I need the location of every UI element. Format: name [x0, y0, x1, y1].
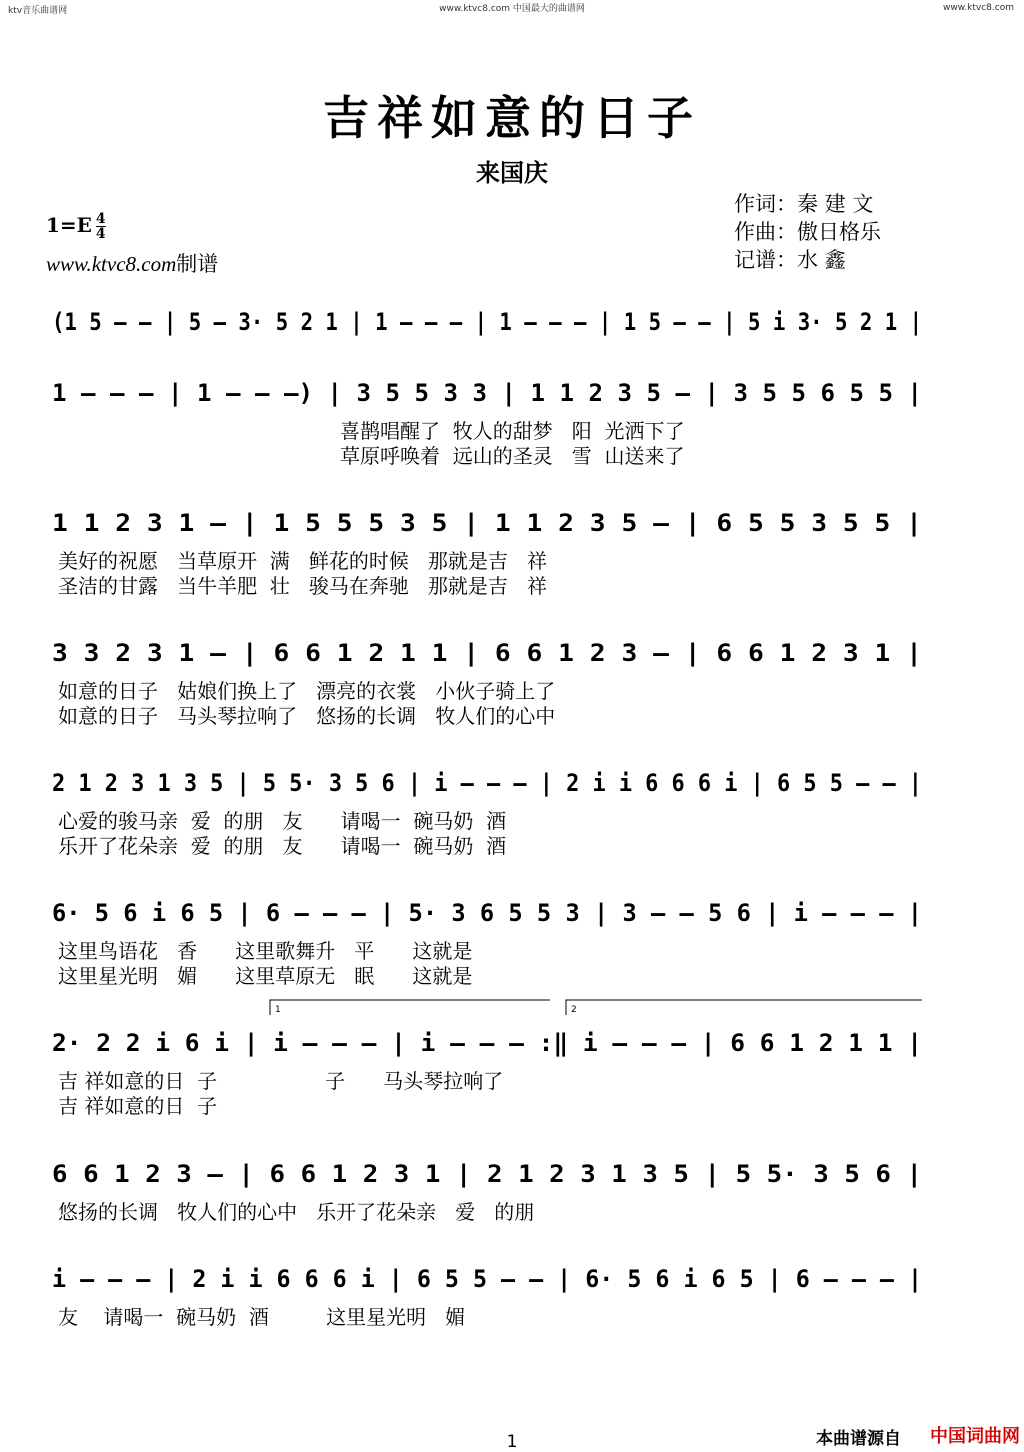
time-denominator: 4	[95, 226, 106, 242]
lyric-line-1: 美好的祝愿 当草原开 满 鲜花的时候 那就是吉 祥	[58, 549, 548, 573]
page-number: 1	[506, 1432, 518, 1452]
score-row	[52, 379, 922, 468]
notation-line: (1 5 – – | 5 – 3· 5 2 1 | 1 – – – | 1 – – – | 1 5 – – | 5 i 3· 5 2 1 |	[52, 308, 922, 336]
notation-line: 6· 5 6 i 6 5 | 6 – – – | 5· 3 6 5 5 3 | 3 – – 5 6 | i – – – |	[52, 899, 922, 927]
lyric-line-2: 乐开了花朵亲 爱 的朋 友 请喝一 碗马奶 酒	[58, 834, 507, 858]
volta-brackets	[270, 1000, 922, 1015]
lyric-line-2: 这里星光明 媚 这里草原无 眠 这就是	[58, 964, 473, 988]
volta-second-label: 2	[571, 1005, 577, 1015]
site-url: www.ktvc8.com	[46, 252, 177, 276]
score-row	[52, 1160, 922, 1224]
notation-line: 3 3 2 3 1 – | 6 6 1 2 1 1 | 6 6 1 2 3 – | 6 6 1 2 3 1 |	[52, 639, 922, 667]
score-row	[52, 639, 922, 728]
lyric-line-2: 草原呼唤着 远山的圣灵 雪 山送来了	[340, 444, 685, 468]
lyric-line-1: 如意的日子 姑娘们换上了 漂亮的衣裳 小伙子骑上了	[58, 679, 556, 703]
lyric-line-2: 如意的日子 马头琴拉响了 悠扬的长调 牧人们的心中	[58, 704, 556, 728]
notation-line: 6 6 1 2 3 – | 6 6 1 2 3 1 | 2 1 2 3 1 3 5 | 5 5· 3 5 6 |	[52, 1160, 923, 1188]
score-row	[52, 509, 922, 598]
lyric-line-1: 心爱的骏马亲 爱 的朋 友 请喝一 碗马奶 酒	[58, 809, 507, 833]
source-brand: 中国词曲网	[930, 1426, 1020, 1447]
site-suffix: 制谱	[176, 252, 219, 276]
header-right: www.ktvc8.com	[943, 3, 1014, 13]
notation-line: 1 1 2 3 1 – | 1 5 5 5 3 5 | 1 1 2 3 5 – | 6 5 5 3 5 5 |	[52, 509, 922, 537]
header-left: ktv音乐曲谱网	[8, 6, 68, 16]
notation-line: 2 1 2 3 1 3 5 | 5 5· 3 5 6 | i – – – | 2 i i 6 6 6 i | 6 5 5 – – |	[52, 769, 922, 797]
lyric-line-2: 吉 祥如意的日 子	[58, 1094, 218, 1118]
time-numerator: 4	[95, 211, 106, 227]
composer-credit: 作曲：傲日格乐	[734, 220, 881, 244]
lyric-line-2: 圣洁的甘露 当牛羊肥 壮 骏马在奔驰 那就是吉 祥	[58, 574, 548, 598]
transcriber-credit: 记谱：水 鑫	[734, 248, 846, 272]
notation-line: 2· 2 2 i 6 i | i – – – | i – – – :‖ i – – – | 6 6 1 2 1 1 |	[52, 1029, 922, 1057]
notation-line: i – – – | 2 i i 6 6 6 i | 6 5 5 – – | 6· 5 6 i 6 5 | 6 – – – |	[52, 1265, 922, 1293]
notation-line: 1 – – – | 1 – – –) | 3 5 5 3 3 | 1 1 2 3 5 – | 3 5 5 6 5 5 |	[52, 379, 922, 407]
singer-name: 来国庆	[476, 159, 548, 187]
source-note: 本曲谱源自	[816, 1429, 901, 1449]
score-row	[52, 1029, 922, 1118]
score-row	[52, 769, 922, 858]
lyric-line-1: 友 请喝一 碗马奶 酒 这里星光明 媚	[58, 1305, 466, 1329]
score-row	[52, 1265, 922, 1329]
song-title: 吉祥如意的日子	[323, 91, 701, 145]
lyric-line-1: 吉 祥如意的日 子 子 马头琴拉响了	[58, 1069, 504, 1093]
lyric-line-1: 悠扬的长调 牧人们的心中 乐开了花朵亲 爱 的朋	[58, 1200, 535, 1224]
header-center: www.ktvc8.com 中国最大的曲谱网	[439, 4, 585, 14]
lyric-line-1: 喜鹊唱醒了 牧人的甜梦 阳 光洒下了	[340, 419, 685, 443]
lyric-line-1: 这里鸟语花 香 这里歌舞升 平 这就是	[58, 939, 473, 963]
score-row	[52, 308, 922, 336]
key-label: 1=E	[46, 213, 92, 237]
lyricist-credit: 作词：秦 建 文	[734, 192, 874, 216]
volta-first-label: 1	[275, 1005, 281, 1015]
score-row	[52, 899, 922, 988]
